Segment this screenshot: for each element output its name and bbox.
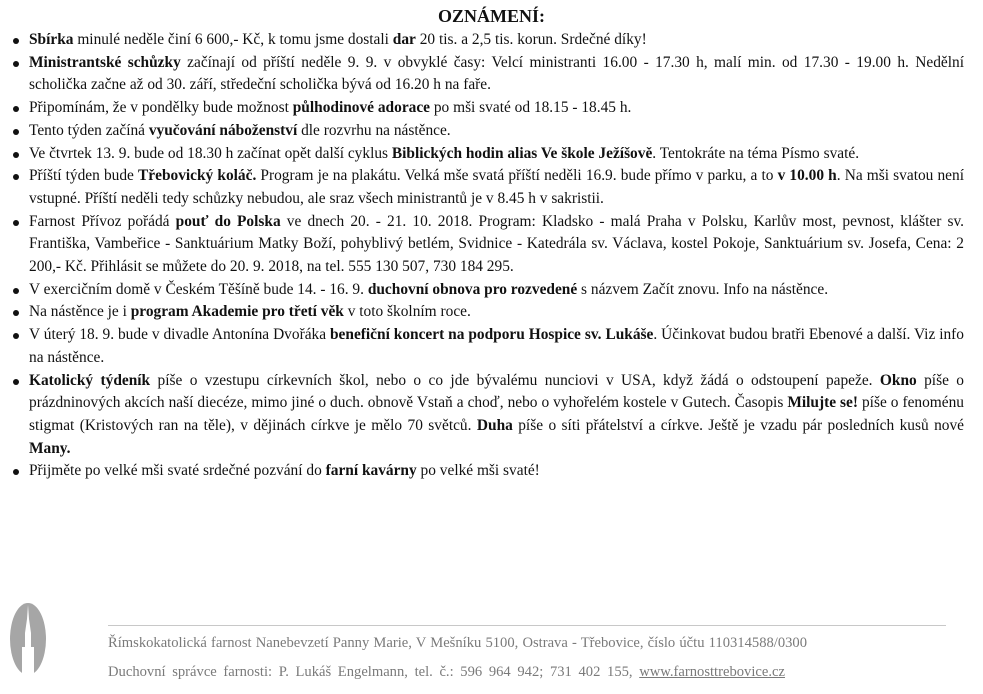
item-text: Na nástěnce je i: [29, 303, 131, 321]
highlighted-text: benefiční koncert na podporu Hospice sv. Lukáše: [330, 326, 654, 344]
footer-contact: [108, 664, 785, 681]
item-text: píše o fenoménu stigmat (Kristových ran na těle), v dějinách církve je mělo 70 světců.: [29, 394, 965, 434]
highlighted-text: Třebovický koláč.: [138, 167, 257, 185]
announcement-item: [29, 370, 964, 461]
website-link[interactable]: www.farnosttrebovice.cz: [639, 664, 785, 680]
item-text: 20 tis. a 2,5 tis. korun. Srdečné díky!: [415, 31, 647, 48]
item-text: . Na mši svatou není vstupné. Příští neděli tedy schůzky nebudou, ale sraz všech ministrantů je v 8.45 h v sakristii.: [29, 167, 964, 207]
item-text: s názvem Začít znovu. Info na nástěnce.: [577, 280, 829, 298]
highlighted-text: půlhodinové adorace: [292, 99, 431, 117]
announcement-item: [29, 120, 964, 143]
announcement-item: [29, 97, 964, 120]
highlighted-text: Ministrantské schůzky: [29, 53, 181, 71]
footer-contact-text: Duchovní správce farnosti: P. Lukáš Engelmann, tel. č.: 596 964 942; 731 402 155,: [108, 664, 640, 680]
highlighted-text: pouť do Polska: [175, 212, 281, 230]
announcement-item: [29, 211, 964, 279]
highlighted-text: vyučování náboženství: [148, 121, 298, 139]
footer-divider: [108, 625, 946, 626]
announcement-item: [29, 460, 964, 483]
item-text: začínají od příští neděle 9. 9. v obvyklé časy: Velcí ministranti 16.00 - 17.30 h, malí min. od 17.30 - 19.00 h. Nedělní scholička začne až od 30. září, středeční scholička bývá od 16.20 h na faře.: [29, 53, 964, 94]
highlighted-text: dar: [392, 31, 416, 48]
highlighted-text: Many.: [29, 439, 71, 457]
item-text: Přijměte po velké mši svaté srdečné pozvání do: [29, 462, 326, 480]
announcement-item: [29, 279, 964, 302]
item-text: minulé neděle činí 6 600,- Kč, k tomu jsme dostali: [73, 31, 393, 48]
item-text: ve dnech 20. - 21. 10. 2018. Program: Kladsko - malá Praha v Polsku, Karlův most, pevnost, klášter sv. Františka, Vambeřice - Sanktuárium Matky Boží, pohyblivý betlém, Svidnice - Katedrála sv. Václava, kostel Pokoje, Sanktuárium sv. Josefa, Cena: 2 200,- Kč. Přihlásit se můžete do 20. 9. 2018, na tel. 555 130 507, 730 184 295.: [29, 212, 964, 276]
announcement-item: [29, 301, 964, 324]
item-text: Připomínám, že v pondělky bude možnost: [29, 99, 293, 117]
highlighted-text: Katolický týdeník: [29, 371, 151, 389]
item-text: píše o vzestupu církevních škol, nebo o co jde bývalému nunciovi v USA, když žádá o odstoupení papeže.: [150, 371, 880, 389]
highlighted-text: Okno: [879, 371, 917, 389]
announcement-item: [29, 52, 964, 97]
highlighted-text: Biblických hodin alias Ve škole Ježíšově: [391, 144, 653, 162]
item-text: Ve čtvrtek 13. 9. bude od 18.30 h začínat opět další cyklus: [29, 144, 392, 162]
item-text: píše o prázdninových akcích naší diecéze, mimo jiné o duch. obnově Vstaň a choď, nebo o vyhořelém kostele v Gutech. Časopis: [29, 371, 964, 412]
item-text: píše o síti přátelství a církve. Ještě je vzadu pár posledních kusů nové: [512, 416, 965, 434]
item-text: V exercičním domě v Českém Těšíně bude 14. - 16. 9.: [29, 280, 368, 298]
announcement-item: [29, 29, 964, 52]
item-text: . Účinkovat budou bratři Ebenové a další. Viz info na nástěnce.: [29, 326, 965, 366]
item-text: dle rozvrhu na nástěnce.: [297, 121, 451, 139]
item-text: Příští týden bude: [29, 167, 139, 185]
highlighted-text: program Akademie pro třetí věk: [130, 303, 344, 321]
highlighted-text: Milujte se!: [787, 394, 858, 412]
highlighted-text: duchovní obnova pro rozvedené: [367, 280, 578, 298]
announcement-item: [29, 165, 964, 210]
item-text: Program je na plakátu. Velká mše svatá příští neděli 16.9. bude přímo v parku, a to: [256, 167, 778, 185]
item-text: Tento týden začíná: [29, 121, 149, 139]
item-text: po velké mši svaté!: [416, 462, 540, 480]
announcement-item: [29, 143, 964, 166]
item-text: . Tentokráte na téma Písmo svaté.: [652, 144, 860, 162]
announcement-item: [29, 324, 964, 369]
page-title: OZNÁMENÍ:: [438, 6, 545, 26]
highlighted-text: Duha: [476, 416, 513, 434]
item-text: v toto školním roce.: [343, 303, 471, 321]
church-logo-icon: [10, 603, 46, 675]
item-text: V úterý 18. 9. bude v divadle Antonína Dvořáka: [29, 326, 330, 344]
item-text: po mši svaté od 18.15 - 18.45 h.: [430, 99, 632, 117]
footer-address: Římskokatolická farnost Nanebevzetí Panny Marie, V Mešníku 5100, Ostrava - Třebovice, číslo účtu 110314588/0300: [108, 635, 808, 651]
highlighted-text: Sbírka: [29, 31, 74, 48]
announcement-list: [0, 29, 964, 483]
highlighted-text: v 10.00 h: [777, 167, 837, 185]
item-text: Farnost Přívoz pořádá: [29, 212, 176, 230]
highlighted-text: farní kavárny: [325, 462, 417, 480]
